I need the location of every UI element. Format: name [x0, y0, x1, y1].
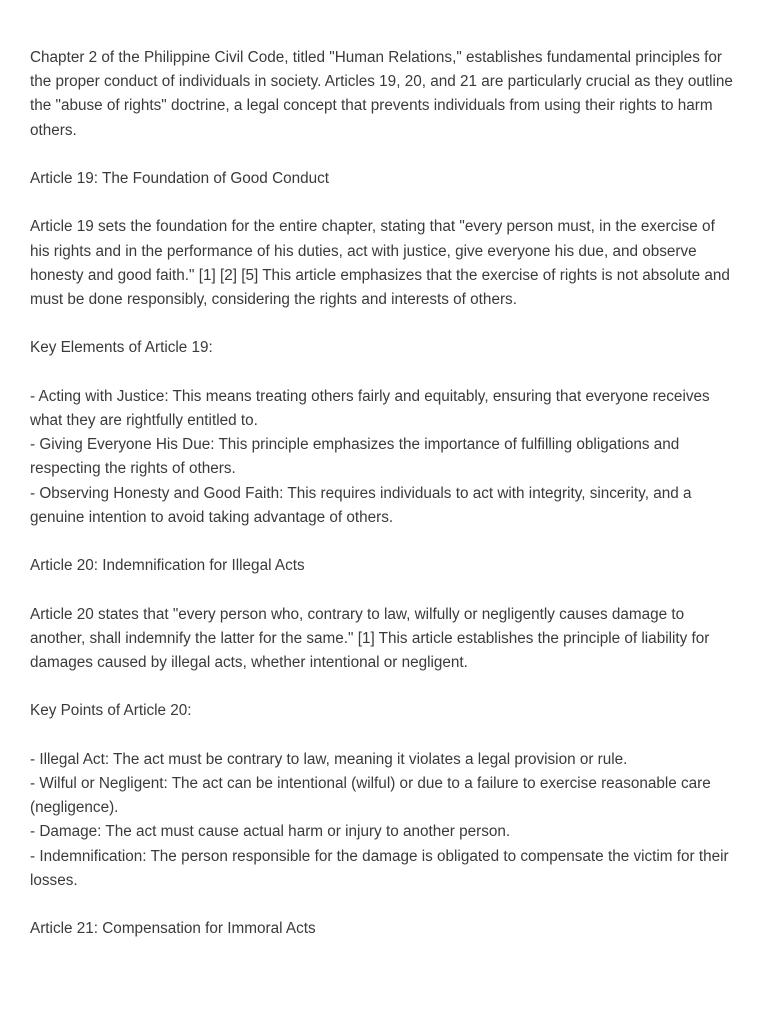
intro-paragraph: Chapter 2 of the Philippine Civil Code, titled "Human Relations," establishes fundamental principles for the proper conduct of individuals in society. Articles 19, 20, and 21 are particularly crucial as they outline the "abuse of rights" doctrine, a legal concept that prevents individuals from using their rights to harm others. [30, 49, 733, 139]
list-item: - Illegal Act: The act must be contrary to law, meaning it violates a legal provision or rule. [30, 750, 628, 768]
list-item: - Wilful or Negligent: The act can be intentional (wilful) or due to a failure to exercise reasonable care (negligence). [30, 774, 711, 817]
list-item: - Indemnification: The person responsible for the damage is obligated to compensate the victim for their losses. [30, 847, 729, 889]
article-19-key-elements-heading: Key Elements of Article 19: [30, 339, 213, 357]
article-20-body: Article 20 states that "every person who, contrary to law, wilfully or negligently causes damage to another, shall indemnify the latter for the same." [1] This article establishes the principle of liability for damages caused by illegal acts, whether intentional or negligent. [30, 605, 710, 671]
article-21-heading: Article 21: Compensation for Immoral Acts [30, 920, 316, 938]
article-20-key-points-list [30, 748, 738, 893]
article-19-body: Article 19 sets the foundation for the entire chapter, stating that "every person must, in the exercise of his rights and in the performance of his duties, act with justice, give everyone his due, and observe honesty and good faith." [1] [2] [5] This article emphasizes that the exercise of rights is not absolute and must be done responsibly, considering the rights and interests of others. [30, 218, 730, 308]
list-item: - Damage: The act must cause actual harm or injury to another person. [30, 823, 511, 841]
article-19-heading: Article 19: The Foundation of Good Conduct [30, 170, 330, 187]
article-20-heading: Article 20: Indemnification for Illegal Acts [30, 557, 305, 575]
list-item: - Observing Honesty and Good Faith: This requires individuals to act with integrity, sincerity, and a genuine intention to avoid taking advantage of others. [30, 484, 692, 526]
list-item: - Acting with Justice: This means treating others fairly and equitably, ensuring that everyone receives what they are rightfully entitled to. [30, 387, 710, 429]
list-item: - Giving Everyone His Due: This principle emphasizes the importance of fulfilling obligations and respecting the rights of others. [30, 436, 680, 478]
article-19-key-elements-list [30, 385, 738, 530]
article-20-key-points-heading: Key Points of Article 20: [30, 702, 192, 720]
